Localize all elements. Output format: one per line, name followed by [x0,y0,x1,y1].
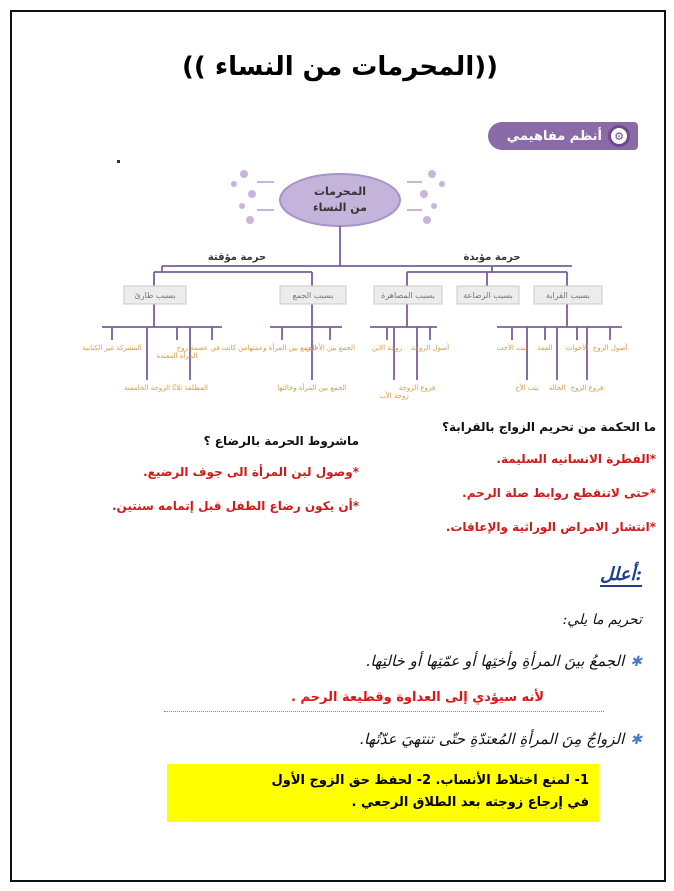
explain-prompt: تحريم ما يلي: [562,612,642,628]
explain-answer-2 [167,764,599,822]
cause-nursing: بسبب الرضاعة [463,291,513,300]
leaf: الزوجة الخامسة [123,384,171,392]
explain-item-2-text: الزواجُ مِنَ المرأةِ المُعتدّةِ حتّى تنتهيَ عدّتُها. [359,730,625,748]
leaf: الأخوات [565,344,589,352]
star-bullet-icon: ✱ [630,732,642,748]
leaf: المرأة المعتدة [156,352,198,360]
center-bubble [280,174,400,226]
stray-dot [117,160,120,163]
star-bullet-icon: ✱ [630,654,642,670]
conditions-answer-2: *أن يكون رضاع الطفل قبل إتمامه سنتين. [111,499,359,513]
leaf: الجمع بين الأختين [304,344,356,352]
leaf: المطلقة ثلاثًا [172,384,208,392]
concept-diagram [12,162,668,412]
explain-answer-2-line-1: 1- لمنع اختلاط الأنساب. 2- لحفظ حق الزوج الأول [271,773,589,788]
explain-item-1 [222,652,642,670]
temporary-label: حرمة مؤقتة [207,252,267,263]
leaf: أصول الزوجة [410,344,450,352]
leaf: فروع الزوج [570,384,604,392]
cause-combine: بسبب الجمع [292,291,334,300]
gear-icon: ⚙ [608,125,630,147]
leaf: بنت الأخت [496,344,528,352]
leaf: أصول الزوج [592,344,628,352]
permanent-label: حرمة مؤبدة [463,252,521,263]
explain-item-1-text: الجمعُ بينَ المرأةِ وأختِها أو عمّتِها أو خالتِها. [365,652,625,670]
leaf: من كانت في عصمة زوج [176,344,248,352]
cause-affinity: بسبب المصاهرة [381,291,435,300]
wisdom-answer-3: *انتشار الامراض الوراثية والإعاقات. [445,520,656,534]
page-title: (( المحرمات من النساء)) [182,52,498,82]
badge-label: أنظم مفاهيمي [506,128,602,144]
leaf: فروع الزوجة [398,384,436,392]
leaf: الجمع بين المرأة وخالتها [277,384,347,392]
leaf: بنت الأخ [515,384,539,392]
cause-emergency: بسبب طارئ [134,291,176,300]
explain-item-2 [222,730,642,748]
explain-label: أعلل: [600,564,642,585]
leaf: زوجة الابن [371,344,403,352]
center-line-1: المحرمات [313,185,367,198]
wisdom-answer-2: *حتى لاتنقطع روابط صلة الرحم. [462,486,656,500]
page-frame [10,10,666,882]
leaf: الجمع بين المرأة وعمتها [247,344,317,352]
leaf: زوجة الأب [379,392,409,400]
wisdom-answer-1: *الفطرة الانسانيه السليمة. [496,452,656,466]
explain-answer-2-line-2: في إرجاع زوجته بعد الطلاق الرجعي . [351,795,589,810]
explain-answer-1-text: لأنه سيؤدي إلى العداوة وقطيعة الرحم . [290,690,544,705]
leaf: العمة [537,344,553,352]
leaf: الخالة [548,384,566,392]
cause-kinship: بسبب القرابة [545,291,591,300]
conditions-answer-1: *وصول لبن المرأة الى جوف الرضيع. [143,465,359,479]
explain-answer-1 [164,690,604,712]
center-line-2: من النساء [313,201,367,214]
leaf: المشركة غير الكتابية [82,344,142,352]
wisdom-question: ما الحكمة من تحريم الزواج بالقرابة؟ [442,420,656,434]
concept-badge [488,122,638,150]
conditions-question: ماشروط الحرمة بالرضاع ؟ [203,434,359,448]
